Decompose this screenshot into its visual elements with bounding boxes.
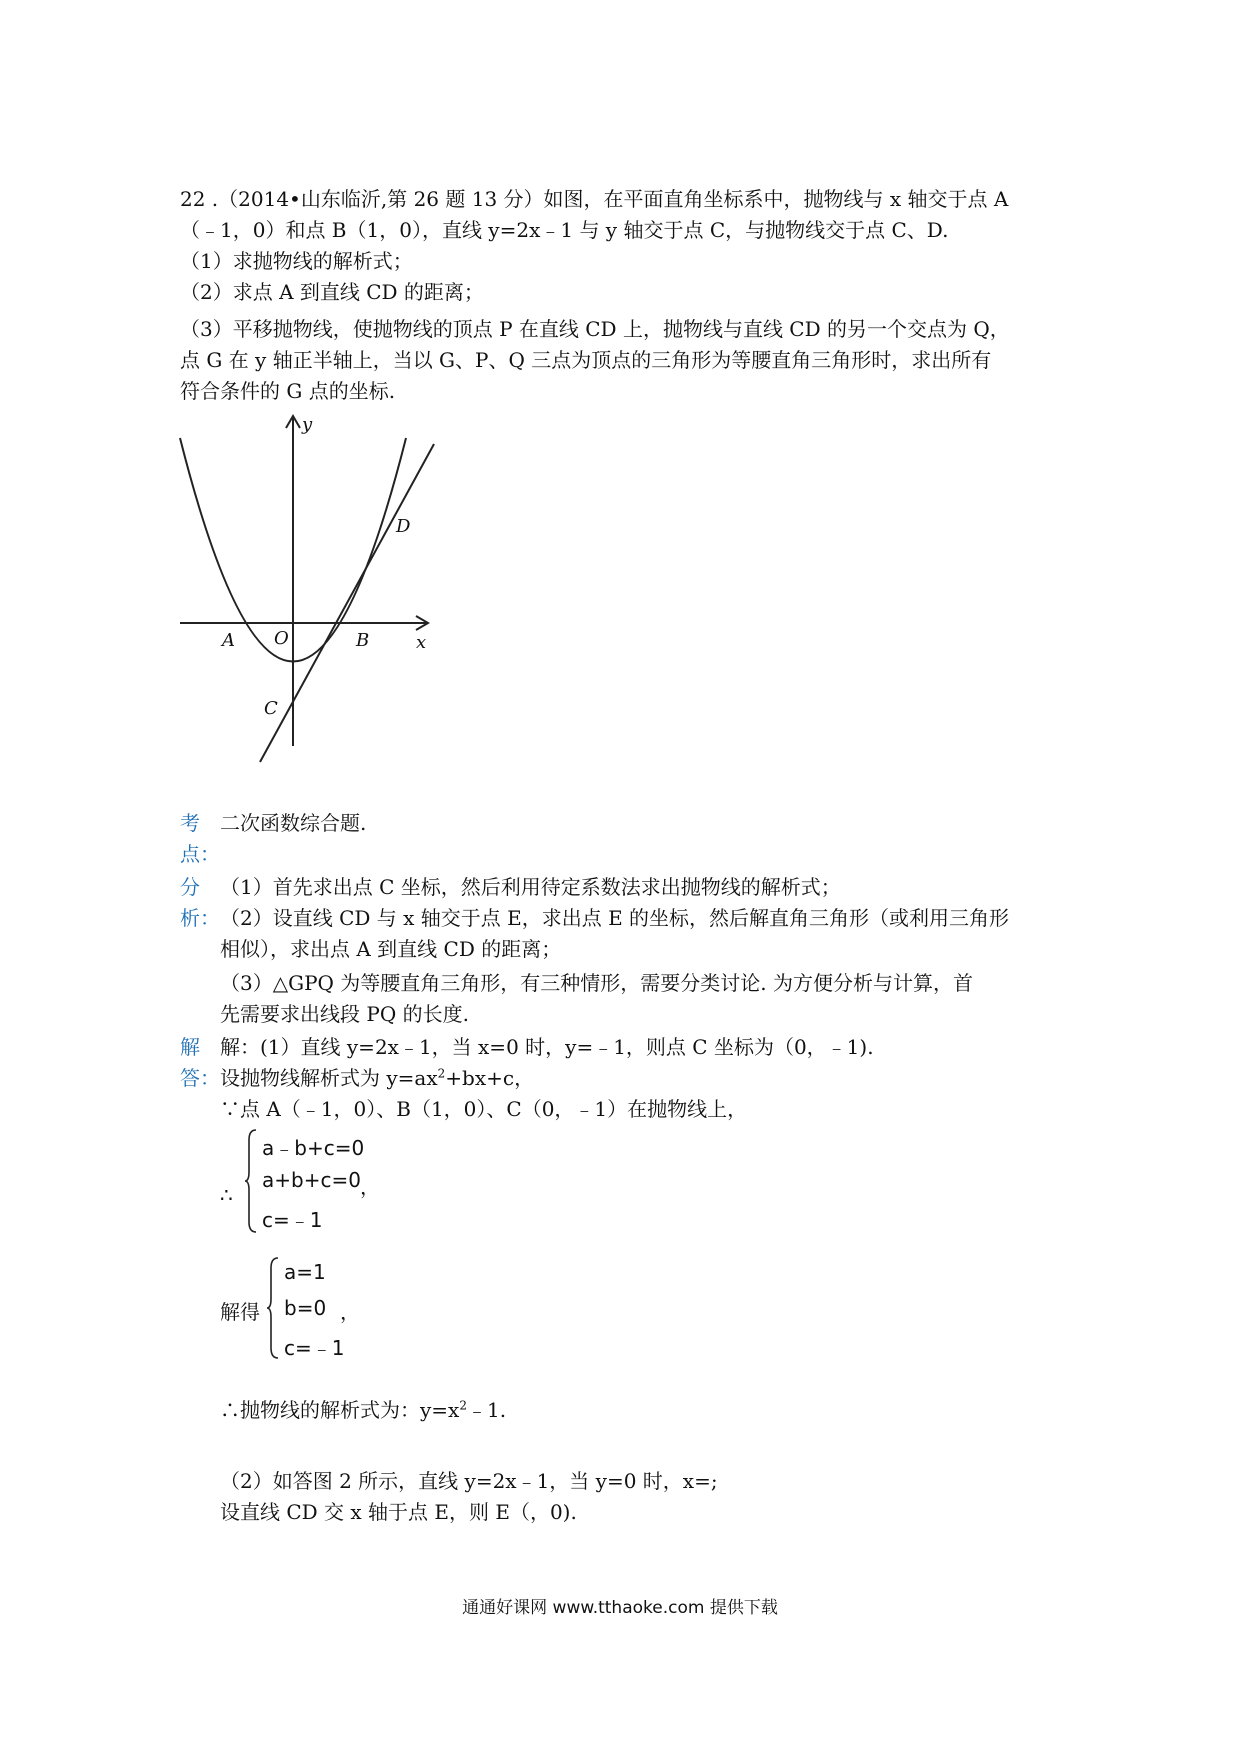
question-1: （1）求抛物线的解析式； [180,249,413,273]
jieda-line-2-tail: +bx+c， [445,1066,535,1090]
line-cd [260,444,434,762]
system1-suffix: ， [360,1175,380,1199]
system1-prefix: ∴ [220,1183,233,1207]
jieda-label-1: 解 [180,1035,200,1059]
system1-eq-3: c=﹣1 [262,1208,323,1232]
system1-eq-2: a+b+c=0 [262,1168,361,1192]
jieda-line-4-exponent: 2 [459,1398,467,1413]
question-3-line-3: 符合条件的 G 点的坐标. [180,379,396,403]
fenxi-line-1: （1）首先求出点 C 坐标，然后利用待定系数法求出抛物线的解析式； [220,875,841,899]
jieda-line-4-tail: ﹣1. [466,1398,507,1422]
jieda-line-4 [220,1395,506,1426]
left-brace-icon [266,1256,280,1360]
point-b-label: B [356,630,370,651]
fenxi-line-2: （2）设直线 CD 与 x 轴交于点 E，求出点 E 的坐标，然后解直角三角形（或利用三角形 [220,906,1010,930]
jieda-line-2-exponent: 2 [437,1066,446,1081]
jieda-line-2 [220,1063,534,1094]
point-c-label: C [264,698,278,719]
question-3-line-1: （3）平移抛物线，使抛物线的顶点 P 在直线 CD 上，抛物线与直线 CD 的另一个交点为 Q， [180,317,1010,341]
system1-eq-1: a﹣b+c=0 [262,1136,365,1160]
equation-system-1 [244,1128,444,1234]
left-brace-icon [244,1128,258,1234]
kaodian-label-1: 考 [180,811,200,835]
y-axis-label: y [302,414,313,435]
origin-label: O [274,628,289,649]
jieda-line-2-text: 设抛物线解析式为 y=ax [220,1066,438,1090]
system2-prefix: 解得 [220,1300,260,1324]
parabola-figure [170,412,450,772]
system2-eq-1: a=1 [284,1260,326,1284]
fenxi-line-4: （3）△GPQ 为等腰直角三角形，有三种情形，需要分类讨论. 为方便分析与计算，首 [220,971,974,995]
x-axis-label: x [416,632,427,653]
system2-eq-2: b=0 [284,1296,327,1320]
problem-line-2: （﹣1，0）和点 B（1，0），直线 y=2x﹣1 与 y 轴交于点 C，与抛物线交于点 C、D. [180,218,949,242]
question-3-line-2: 点 G 在 y 轴正半轴上，当以 G、P、Q 三点为顶点的三角形为等腰直角三角形时，求出所有 [180,348,992,372]
problem-line-1: 22 .（2014•山东临沂,第 26 题 13 分）如图，在平面直角坐标系中，抛物线与 x 轴交于点 A [180,187,1009,211]
jieda-label-2: 答： [180,1066,220,1090]
fenxi-line-3: 相似），求出点 A 到直线 CD 的距离； [220,937,562,961]
equation-system-2 [266,1256,386,1360]
kaodian-label-2: 点： [180,842,220,866]
jieda-line-3: ∵点 A（﹣1，0）、B（1，0）、C（0，﹣1）在抛物线上， [220,1097,748,1121]
system2-eq-3: c=﹣1 [284,1336,345,1360]
fenxi-line-5: 先需要求出线段 PQ 的长度. [220,1002,469,1026]
question-2: （2）求点 A 到直线 CD 的距离； [180,280,484,304]
kaodian-text: 二次函数综合题. [220,811,367,835]
point-d-label: D [396,516,411,537]
fenxi-label-2: 析： [180,906,220,930]
jieda-line-6: 设直线 CD 交 x 轴于点 E，则 E（，0). [220,1500,577,1524]
page-footer: 通通好课网 www.tthaoke.com 提供下载 [462,1598,778,1618]
jieda-line-1: 解：(1）直线 y=2x﹣1，当 x=0 时，y=﹣1，则点 C 坐标为（0，﹣1). [220,1035,874,1059]
point-a-label: A [222,630,235,651]
fenxi-label-1: 分 [180,875,200,899]
jieda-line-5: （2）如答图 2 所示，直线 y=2x﹣1，当 y=0 时，x=; [220,1469,718,1493]
jieda-line-4-text: ∴抛物线的解析式为：y=x [220,1398,460,1422]
system2-suffix: ， [340,1300,360,1324]
